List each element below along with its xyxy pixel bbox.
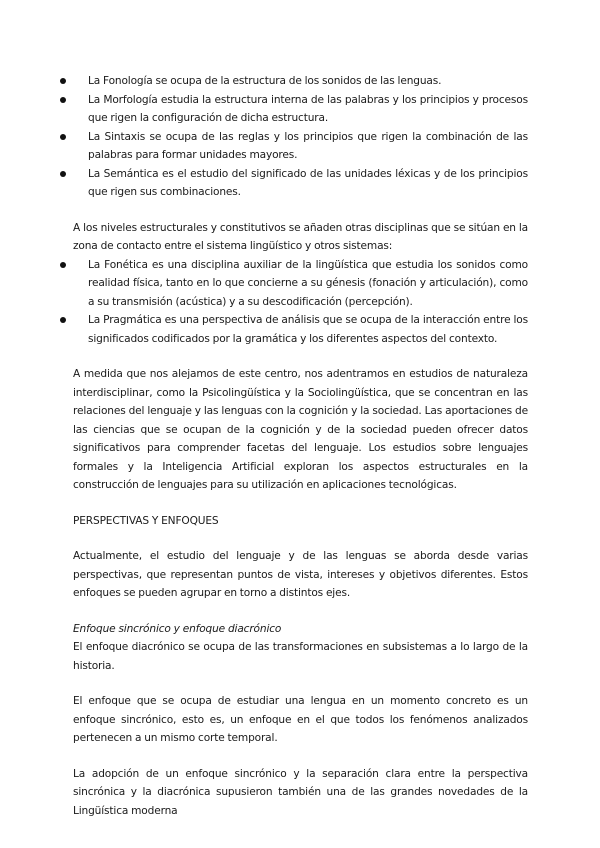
list-item-semantica: La Semántica es el estudio del significado de las unidades léxicas y de los principios que rigen sus combinaciones. [73, 165, 528, 202]
subheading: Enfoque sincrónico y enfoque diacrónico [73, 622, 282, 635]
paragraph-adopcion: La adopción de un enfoque sincrónico y la separación clara entre la perspectiva sincrónica y la diacrónica supusieron también una de las grandes novedades de la Lingüística moderna [73, 767, 528, 817]
paragraph-sincronico: El enfoque que se ocupa de estudiar una lengua en un momento concreto es un enfoque sincrónico, esto es, un enfoque en el que todos los fenómenos analizados pertenecen a un mismo corte temporal. [73, 695, 528, 744]
document-body [73, 72, 528, 820]
list-item-pragmatica: La Pragmática es una perspectiva de análisis que se ocupa de la interacción entre los significados codificados por la gramática y los diferentes aspectos del contexto. [73, 311, 528, 348]
section-heading: PERSPECTIVAS Y ENFOQUES [73, 514, 219, 527]
intro-paragraph: A los niveles estructurales y constitutivos se añaden otras disciplinas que se sitúan en la zona de contacto entre el sistema lingüístico y otros sistemas: [73, 221, 528, 252]
paragraph-diacronico: El enfoque diacrónico se ocupa de las transformaciones en subsistemas a lo largo de la historia. [73, 641, 528, 672]
list-item-fonologia: La Fonología se ocupa de la estructura de los sonidos de las lenguas. [73, 72, 528, 91]
list-item-morfologia: La Morfología estudia la estructura interna de las palabras y los principios y procesos que rigen la configuración de dicha estructura. [73, 91, 528, 128]
paragraph-perspectivas: Actualmente, el estudio del lenguaje y de las lenguas se aborda desde varias perspectivas, que representan puntos de vista, intereses y objetivos diferentes. Estos enfoques se pueden agrupar en torno a distintos ejes. [73, 550, 528, 599]
auxiliary-disciplines-list [73, 256, 528, 349]
linguistic-levels-list [73, 72, 528, 202]
list-item-fonetica: La Fonética es una disciplina auxiliar de la lingüística que estudia los sonidos como realidad física, tanto en lo que concierne a su génesis (fonación y articulación), como a su transmisión (acústica) y a su descodificación (percepción). [73, 256, 528, 312]
list-item-sintaxis: La Sintaxis se ocupa de las reglas y los principios que rigen la combinación de las palabras para formar unidades mayores. [73, 128, 528, 165]
paragraph-interdisciplinar: A medida que nos alejamos de este centro, nos adentramos en estudios de naturaleza interdisciplinar, como la Psicolingüística y la Sociolingüística, que se concentran en las relaciones del lenguaje y las lenguas con la cognición y la sociedad. Las aportaciones de las ciencias que se ocupan de la cognición y de la sociedad pueden ofrecer datos significativos para comprender facetas del lenguaje. Los estudios sobre lenguajes formales y la Inteligencia Artificial exploran los aspectos estructurales en la construcción de lenguajes para su utilización en aplicaciones tecnológicas. [73, 368, 528, 491]
